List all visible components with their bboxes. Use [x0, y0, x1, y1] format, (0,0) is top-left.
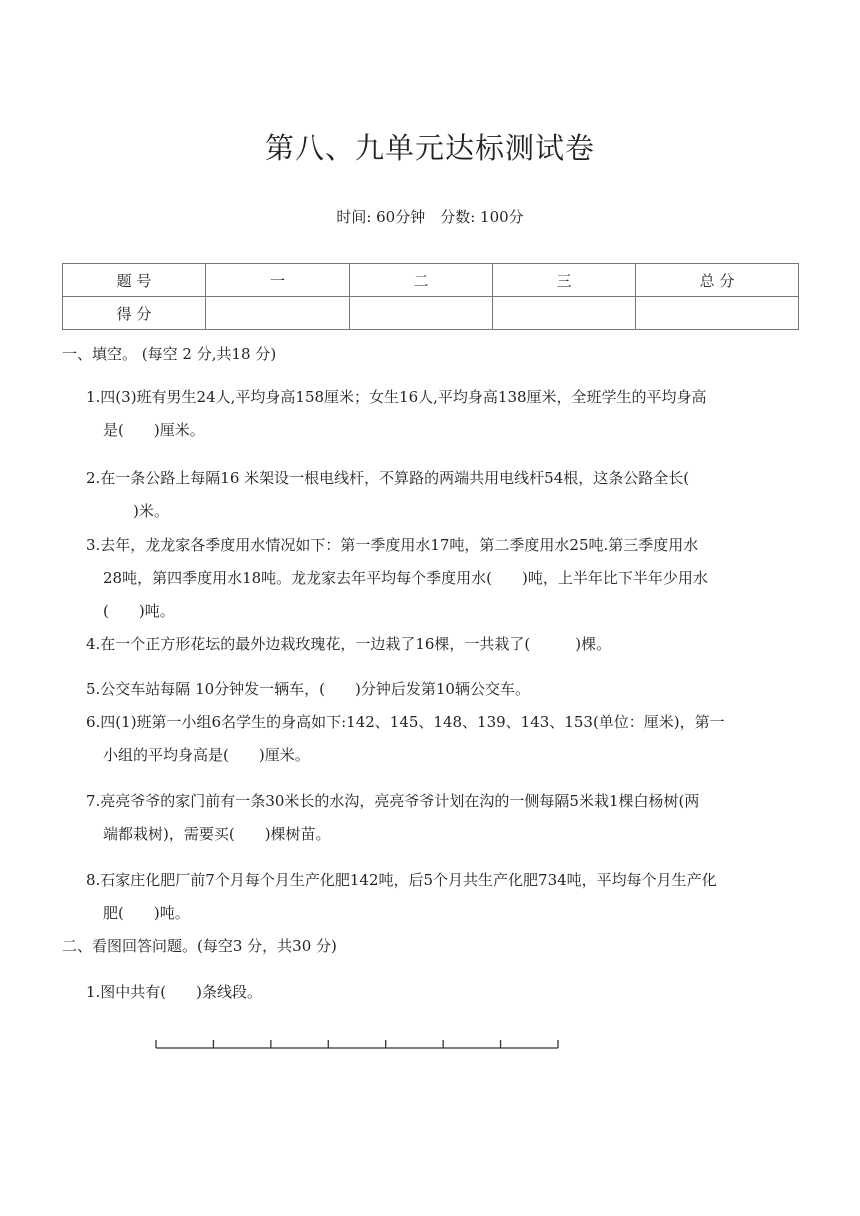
score-table-header-row	[63, 264, 799, 297]
page-title: 第八、九单元达标测试卷	[264, 131, 595, 165]
question-line: 1.四(3)班有男生24人,平均身高158厘米；女生16人,平均身高138厘米，全班学生的平均身高	[86, 388, 707, 406]
question-line: 7.亮亮爷爷的家门前有一条30米长的水沟，亮亮爷爷计划在沟的一侧每隔5米栽1棵白杨树(两	[86, 792, 700, 810]
score-cell-part-3[interactable]	[493, 297, 636, 330]
score-table-score-row	[63, 297, 799, 330]
question-line: 28吨，第四季度用水18吨。龙龙家去年平均每个季度用水( )吨，上半年比下半年少用水	[103, 569, 708, 587]
score-cell-part-2[interactable]	[350, 297, 493, 330]
question-line: 小组的平均身高是( )厘米。	[103, 746, 310, 764]
question-line: 1.图中共有( )条线段。	[86, 983, 263, 1001]
header-cell-part-3: 三	[493, 264, 636, 297]
section-2-heading: 二、看图回答问题。(每空3 分，共30 分)	[62, 937, 337, 955]
question-line: ( )吨。	[103, 602, 175, 620]
question-4	[86, 628, 801, 661]
question-line: 4.在一个正方形花坛的最外边栽玫瑰花，一边栽了16棵，一共栽了( )棵。	[86, 635, 612, 653]
question-line: 肥( )吨。	[103, 904, 190, 922]
question-5	[86, 673, 801, 706]
question-line: 2.在一条公路上每隔16 米架设一根电线杆，不算路的两端共用电线杆54根，这条公路全长(	[86, 469, 690, 487]
score-cell-total[interactable]	[636, 297, 799, 330]
exam-info: 时间: 60分钟 分数: 100分	[336, 208, 524, 226]
question-line: 5.公交车站每隔 10分钟发一辆车，( )分钟后发第10辆公交车。	[86, 680, 530, 698]
question-7	[86, 785, 801, 851]
question-6	[86, 706, 801, 772]
question-1	[86, 381, 801, 447]
question-line: 端都栽树)，需要买( )棵树苗。	[103, 825, 331, 843]
question-line: 6.四(1)班第一小组6名学生的身高如下:142、145、148、139、143、153(单位：厘米)，第一	[86, 713, 725, 731]
header-cell-part-2: 二	[350, 264, 493, 297]
header-cell-part-1: 一	[206, 264, 350, 297]
section-2-question-1	[86, 976, 801, 1009]
score-cell-part-1[interactable]	[206, 297, 350, 330]
question-line: 8.石家庄化肥厂前7个月每个月生产化肥142吨，后5个月共生产化肥734吨，平均每个月生产化	[86, 871, 717, 889]
section-1-heading: 一、填空。 (每空 2 分,共18 分)	[62, 345, 277, 363]
row-label-score: 得 分	[63, 297, 206, 330]
question-line: 3.去年，龙龙家各季度用水情况如下：第一季度用水17吨，第二季度用水25吨.第三季度用水	[86, 536, 699, 554]
header-cell-total: 总 分	[636, 264, 799, 297]
question-line: 是( )厘米。	[103, 421, 205, 439]
question-2	[86, 462, 801, 528]
header-cell-question-number: 题 号	[63, 264, 206, 297]
question-8	[86, 864, 801, 930]
question-line: )米。	[103, 502, 169, 520]
score-table	[62, 263, 799, 330]
question-3	[86, 529, 801, 628]
line-segment-figure	[150, 1030, 570, 1060]
